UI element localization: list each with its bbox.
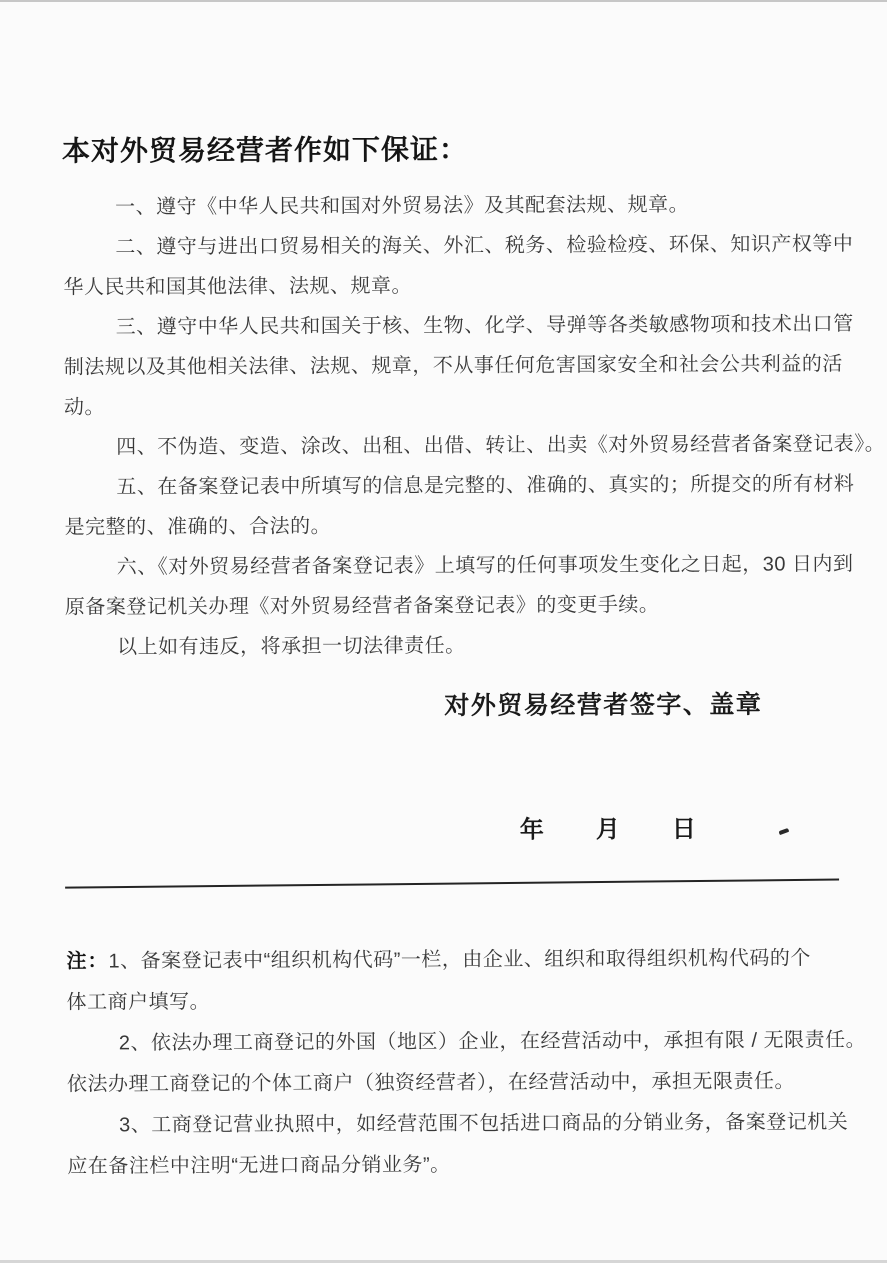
note-3-line-2: 应在备注栏中注明“无进口商品分销业务”。 (67, 1153, 451, 1178)
notes-label: 注： (66, 950, 109, 973)
pledge-3-line-3: 动。 (63, 396, 106, 419)
signature-caption: 对外贸易经营者签字、盖章 (444, 690, 763, 720)
ink-mark-icon (778, 828, 789, 835)
pledge-3-line-2: 制法规以及其他相关法律、法规、规章，不从事任何危害国家安全和社会公共利益的活 (63, 353, 843, 379)
note-2-line-2: 依法办理工商登记的个体工商户（独资经营者），在经营活动中，承担无限责任。 (66, 1070, 796, 1096)
pledge-list (63, 184, 886, 667)
pledge-6-line-2: 原备案登记机关办理《对外贸易经营者备案登记表》的变更手续。 (64, 594, 660, 619)
closing-statement: 以上如有违反，将承担一切法律责任。 (117, 634, 466, 659)
note-1-line-2: 体工商户填写。 (66, 991, 211, 1014)
divider-line (65, 879, 839, 889)
date-day-label: 日 (671, 815, 696, 844)
pledge-5-line-2: 是完整的、准确的、合法的。 (64, 515, 332, 539)
pledge-2-line-1: 二、遵守与进出口贸易相关的海关、外汇、税务、检验检疫、环保、知识产权等中 (115, 233, 854, 259)
note-1-text: 1、备案登记表中“组织机构代码”一栏，由企业、组织和取得组织机构代码的个 (108, 947, 811, 973)
pledge-6-line-1: 六、《对外贸易经营者备案登记表》上填写的任何事项发生变化之日起，30 日内到 (116, 553, 854, 579)
date-year-label: 年 (519, 816, 544, 844)
note-1-line-1 (66, 938, 861, 982)
pledge-2-line-2: 华人民共和国其他法律、法规、规章。 (63, 275, 413, 299)
pledge-5-line-1: 五、在备案登记表中所填写的信息是完整的、准确的、真实的；所提交的所有材料 (116, 473, 855, 499)
pledge-4-line-1: 四、不伪造、变造、涂改、出租、出借、转让、出卖《对外贸易经营者备案登记表》。 (116, 433, 886, 459)
date-line (520, 809, 696, 845)
note-3-line-1: 3、工商登记营业执照中，如经营范围不包括进口商品的分销业务，备案登记机关 (119, 1111, 849, 1137)
pledge-3-line-1: 三、遵守中华人民共和国关于核、生物、化学、导弹等各类敏感物项和技术出口管 (115, 313, 854, 339)
notes-section (66, 938, 867, 1187)
note-2-line-1: 2、依法办理工商登记的外国（地区）企业，在经营活动中，承担有限 / 无限责任。 (118, 1029, 867, 1055)
date-month-label: 月 (595, 816, 620, 844)
document-title: 本对外贸易经营者作如下保证： (61, 133, 468, 167)
pledge-1-line-1: 一、遵守《中华人民共和国对外贸易法》及其配套法规、规章。 (115, 193, 690, 219)
